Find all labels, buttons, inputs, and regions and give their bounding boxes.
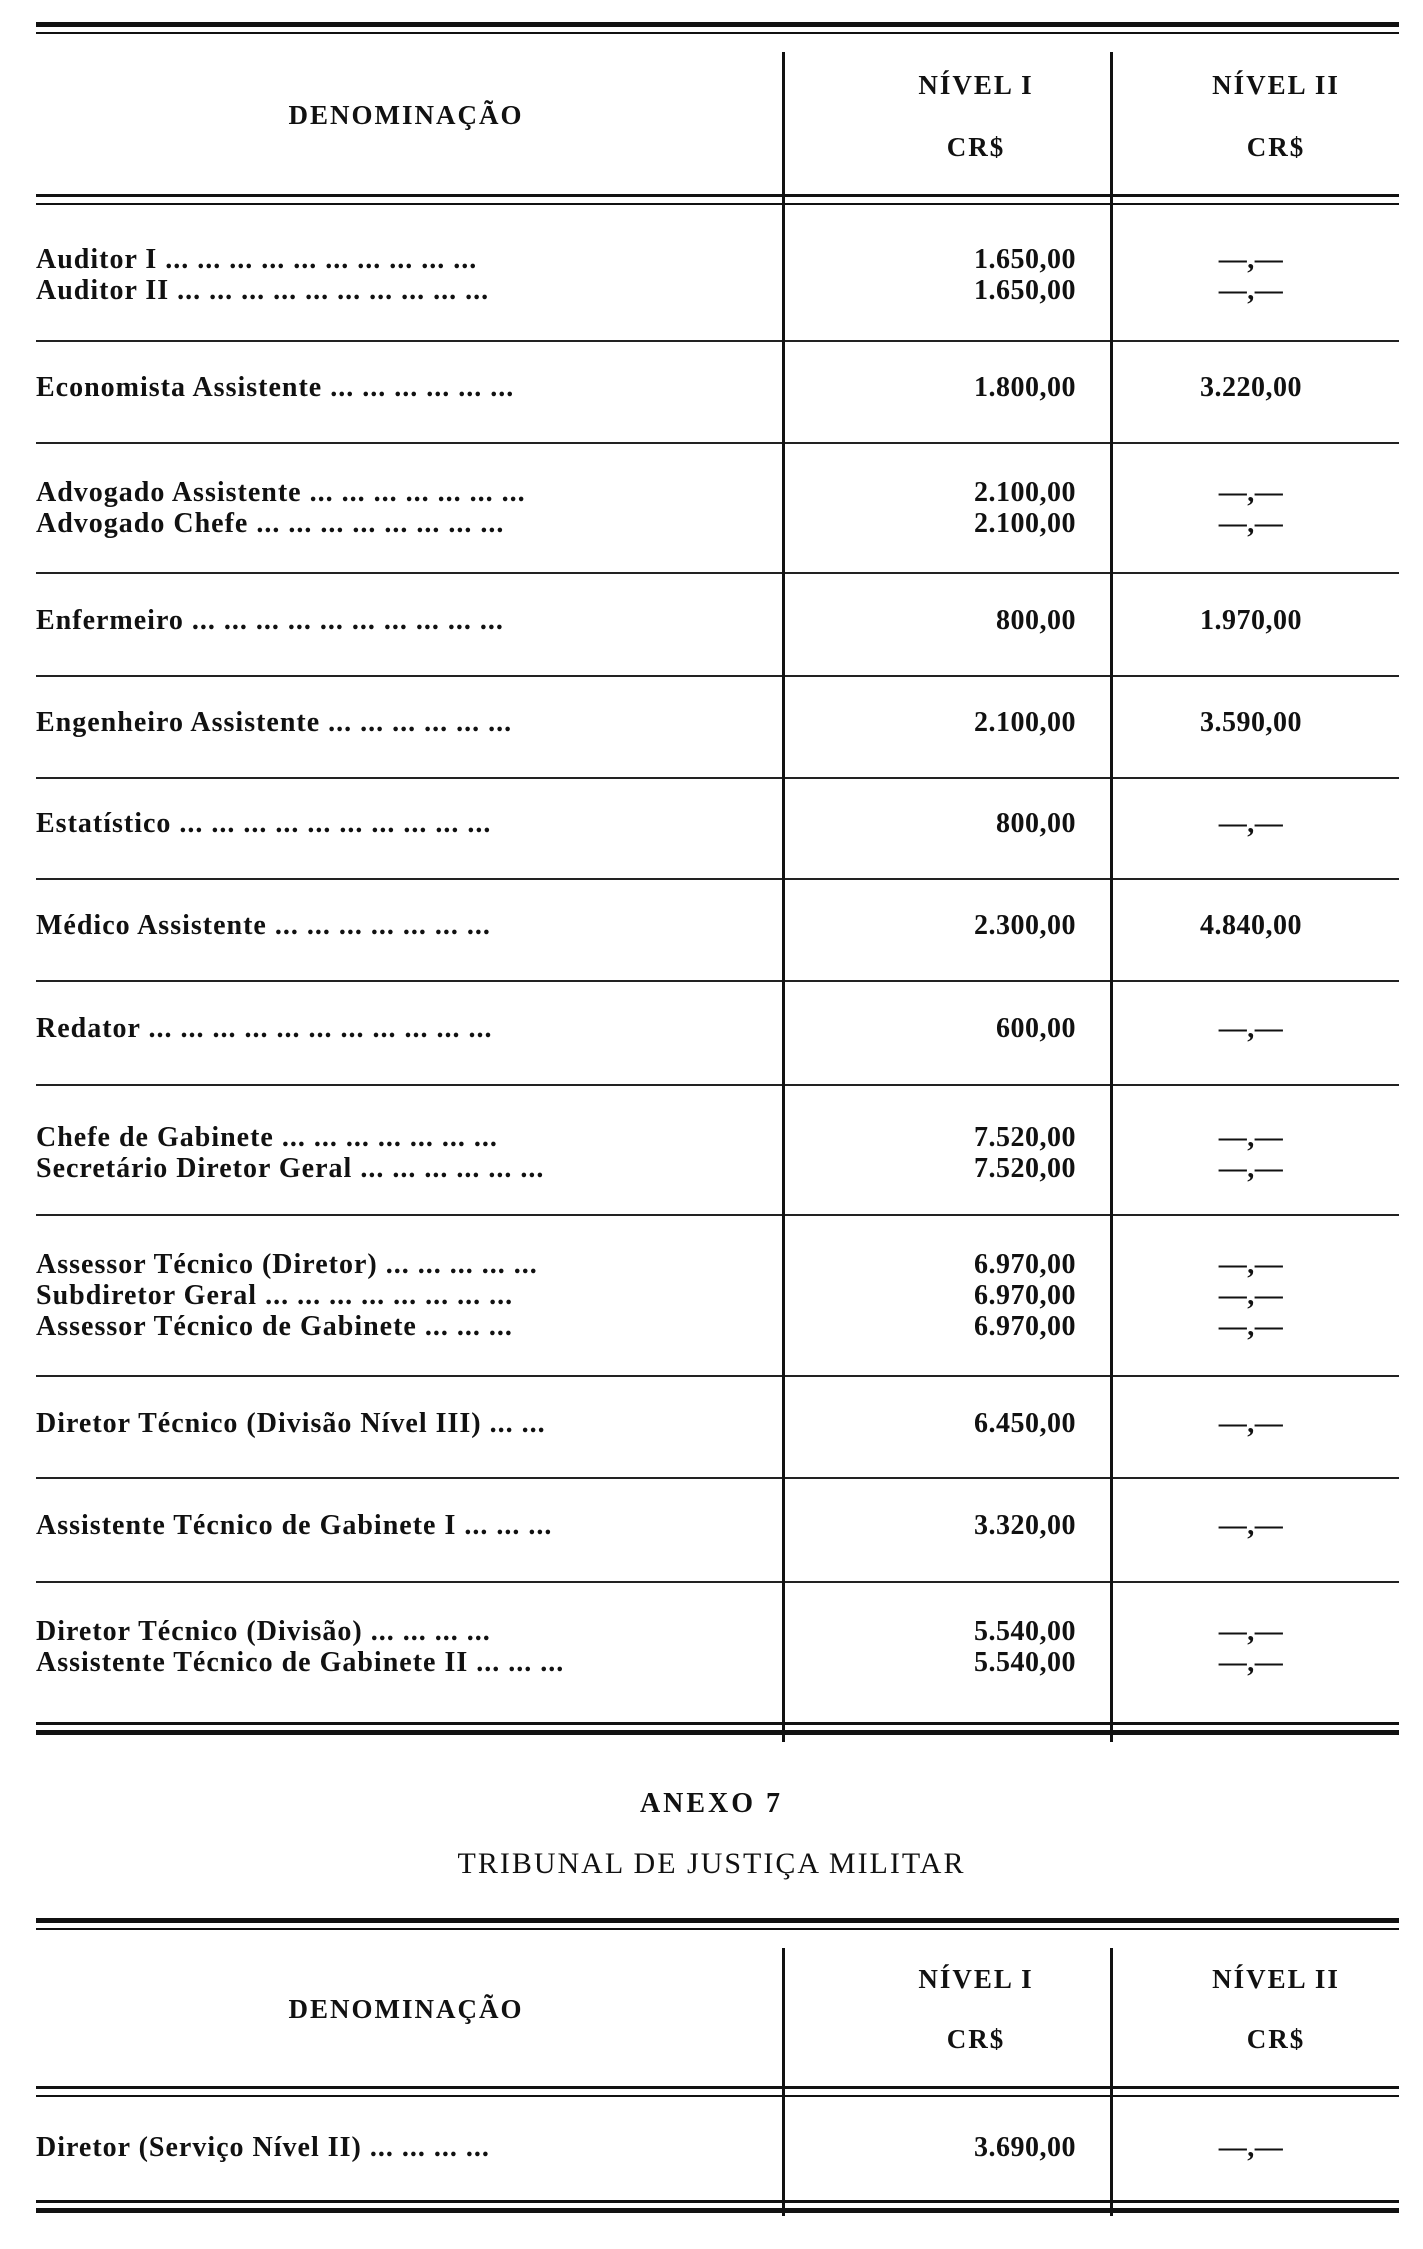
group-separator [36,878,1399,880]
group-separator [36,980,1399,982]
header-nivel-1-unit: CR$ [946,132,1006,162]
group-separator [36,1477,1399,1479]
group-separator [36,340,1399,342]
table-row [36,275,1399,307]
value-nivel-1: 5.540,00 [974,1616,1076,1647]
table-row [36,910,1399,942]
table-row [36,1153,1399,1185]
value-nivel-2: 3.590,00 [1200,707,1302,738]
row-name: Médico Assistente ... ... ... ... ... ... ... [36,910,491,941]
value-nivel-1: 1.650,00 [974,275,1076,306]
value-nivel-2: —,— [1218,1280,1284,1311]
header-rule [36,194,1399,197]
value-nivel-2: —,— [1218,808,1284,839]
table-row [36,1249,1399,1281]
row-name: Diretor Técnico (Divisão) ... ... ... ... [36,1616,491,1647]
group-separator [36,442,1399,444]
table-row [36,1013,1399,1045]
header-nivel-2: NÍVEL II [1212,1964,1340,1994]
value-nivel-1: 6.450,00 [974,1408,1076,1439]
table-row [36,1280,1399,1312]
value-nivel-2: —,— [1218,1249,1284,1280]
value-nivel-1: 3.690,00 [974,2132,1076,2163]
table-row [36,372,1399,404]
salary-table-2 [36,1918,1399,2218]
header-denominacao: DENOMINAÇÃO [288,100,524,130]
bottom-rule-thick [36,2208,1399,2213]
header-nivel-2-unit: CR$ [1246,132,1306,162]
table-row [36,2132,1399,2164]
value-nivel-2: —,— [1218,1510,1284,1541]
row-name: Engenheiro Assistente ... ... ... ... ... ... [36,707,513,738]
group-separator [36,1581,1399,1583]
value-nivel-1: 6.970,00 [974,1249,1076,1280]
header-rule-thin [36,203,1399,205]
row-name: Secretário Diretor Geral ... ... ... ... ... ... [36,1153,545,1184]
value-nivel-2: —,— [1218,477,1284,508]
value-nivel-1: 1.800,00 [974,372,1076,403]
value-nivel-2: —,— [1218,244,1284,275]
value-nivel-2: —,— [1218,2132,1284,2163]
value-nivel-1: 6.970,00 [974,1311,1076,1342]
group-separator [36,675,1399,677]
table-row [36,1311,1399,1343]
group-separator [36,1084,1399,1086]
group-separator [36,1214,1399,1216]
row-name: Assessor Técnico de Gabinete ... ... ... [36,1311,513,1342]
table-row [36,1122,1399,1154]
top-rule [36,1918,1399,1923]
column-divider-1 [782,52,785,1742]
header-nivel-1: NÍVEL I [918,70,1034,100]
value-nivel-1: 600,00 [996,1013,1076,1044]
row-name: Diretor Técnico (Divisão Nível III) ... ... [36,1408,546,1439]
bottom-rule-thick [36,1730,1399,1735]
value-nivel-2: 4.840,00 [1200,910,1302,941]
row-name: Assessor Técnico (Diretor) ... ... ... ... ... [36,1249,538,1280]
header-rule [36,2086,1399,2089]
group-separator [36,777,1399,779]
table-row [36,1616,1399,1648]
value-nivel-1: 2.100,00 [974,477,1076,508]
value-nivel-2: —,— [1218,1122,1284,1153]
value-nivel-1: 2.300,00 [974,910,1076,941]
row-name: Estatístico ... ... ... ... ... ... ... ... ... ... [36,808,492,839]
value-nivel-1: 2.100,00 [974,508,1076,539]
table-row [36,1510,1399,1542]
column-divider-2 [1110,52,1113,1742]
table-row [36,605,1399,637]
header-nivel-1-unit: CR$ [946,2024,1006,2054]
group-separator [36,572,1399,574]
column-divider-1 [782,1948,785,2216]
row-name: Diretor (Serviço Nível II) ... ... ... ... [36,2132,490,2163]
table-row [36,477,1399,509]
value-nivel-2: —,— [1218,1408,1284,1439]
value-nivel-2: 1.970,00 [1200,605,1302,636]
value-nivel-2: —,— [1218,508,1284,539]
value-nivel-2: —,— [1218,1616,1284,1647]
salary-table-1 [36,22,1399,1742]
header-denominacao: DENOMINAÇÃO [288,1994,524,2024]
value-nivel-1: 7.520,00 [974,1153,1076,1184]
table-row [36,1647,1399,1679]
header-nivel-2-unit: CR$ [1246,2024,1306,2054]
bottom-rule [36,1722,1399,1725]
value-nivel-1: 2.100,00 [974,707,1076,738]
row-name: Auditor I ... ... ... ... ... ... ... ... ... ... [36,244,478,275]
row-name: Chefe de Gabinete ... ... ... ... ... ... ... [36,1122,498,1153]
value-nivel-1: 6.970,00 [974,1280,1076,1311]
group-separator [36,1375,1399,1377]
row-name: Enfermeiro ... ... ... ... ... ... ... ... ... ... [36,605,504,636]
row-name: Redator ... ... ... ... ... ... ... ... ... ... ... [36,1013,493,1044]
header-rule-thin [36,2095,1399,2097]
value-nivel-1: 1.650,00 [974,244,1076,275]
value-nivel-1: 7.520,00 [974,1122,1076,1153]
row-name: Advogado Chefe ... ... ... ... ... ... ... ... [36,508,505,539]
header-nivel-1: NÍVEL I [918,1964,1034,1994]
row-name: Advogado Assistente ... ... ... ... ... ... ... [36,477,526,508]
value-nivel-1: 3.320,00 [974,1510,1076,1541]
row-name: Assistente Técnico de Gabinete II ... ... ... [36,1647,565,1678]
annex-subtitle: TRIBUNAL DE JUSTIÇA MILITAR [457,1847,966,1880]
value-nivel-2: —,— [1218,1013,1284,1044]
table-row [36,244,1399,276]
value-nivel-2: —,— [1218,1647,1284,1678]
value-nivel-2: —,— [1218,1311,1284,1342]
value-nivel-2: —,— [1218,275,1284,306]
table-row [36,1408,1399,1440]
value-nivel-1: 800,00 [996,808,1076,839]
table-row [36,707,1399,739]
top-rule [36,22,1399,27]
table-row [36,808,1399,840]
value-nivel-2: 3.220,00 [1200,372,1302,403]
header-nivel-2: NÍVEL II [1212,70,1340,100]
top-rule-thin [36,1928,1399,1930]
value-nivel-1: 5.540,00 [974,1647,1076,1678]
top-rule-thin [36,32,1399,34]
column-divider-2 [1110,1948,1113,2216]
value-nivel-2: —,— [1218,1153,1284,1184]
annex-title: ANEXO 7 [639,1788,784,1819]
row-name: Subdiretor Geral ... ... ... ... ... ... ... ... [36,1280,514,1311]
value-nivel-1: 800,00 [996,605,1076,636]
row-name: Auditor II ... ... ... ... ... ... ... ... ... ... [36,275,490,306]
row-name: Assistente Técnico de Gabinete I ... ... ... [36,1510,553,1541]
table-row [36,508,1399,540]
bottom-rule [36,2200,1399,2203]
row-name: Economista Assistente ... ... ... ... ... ... [36,372,515,403]
